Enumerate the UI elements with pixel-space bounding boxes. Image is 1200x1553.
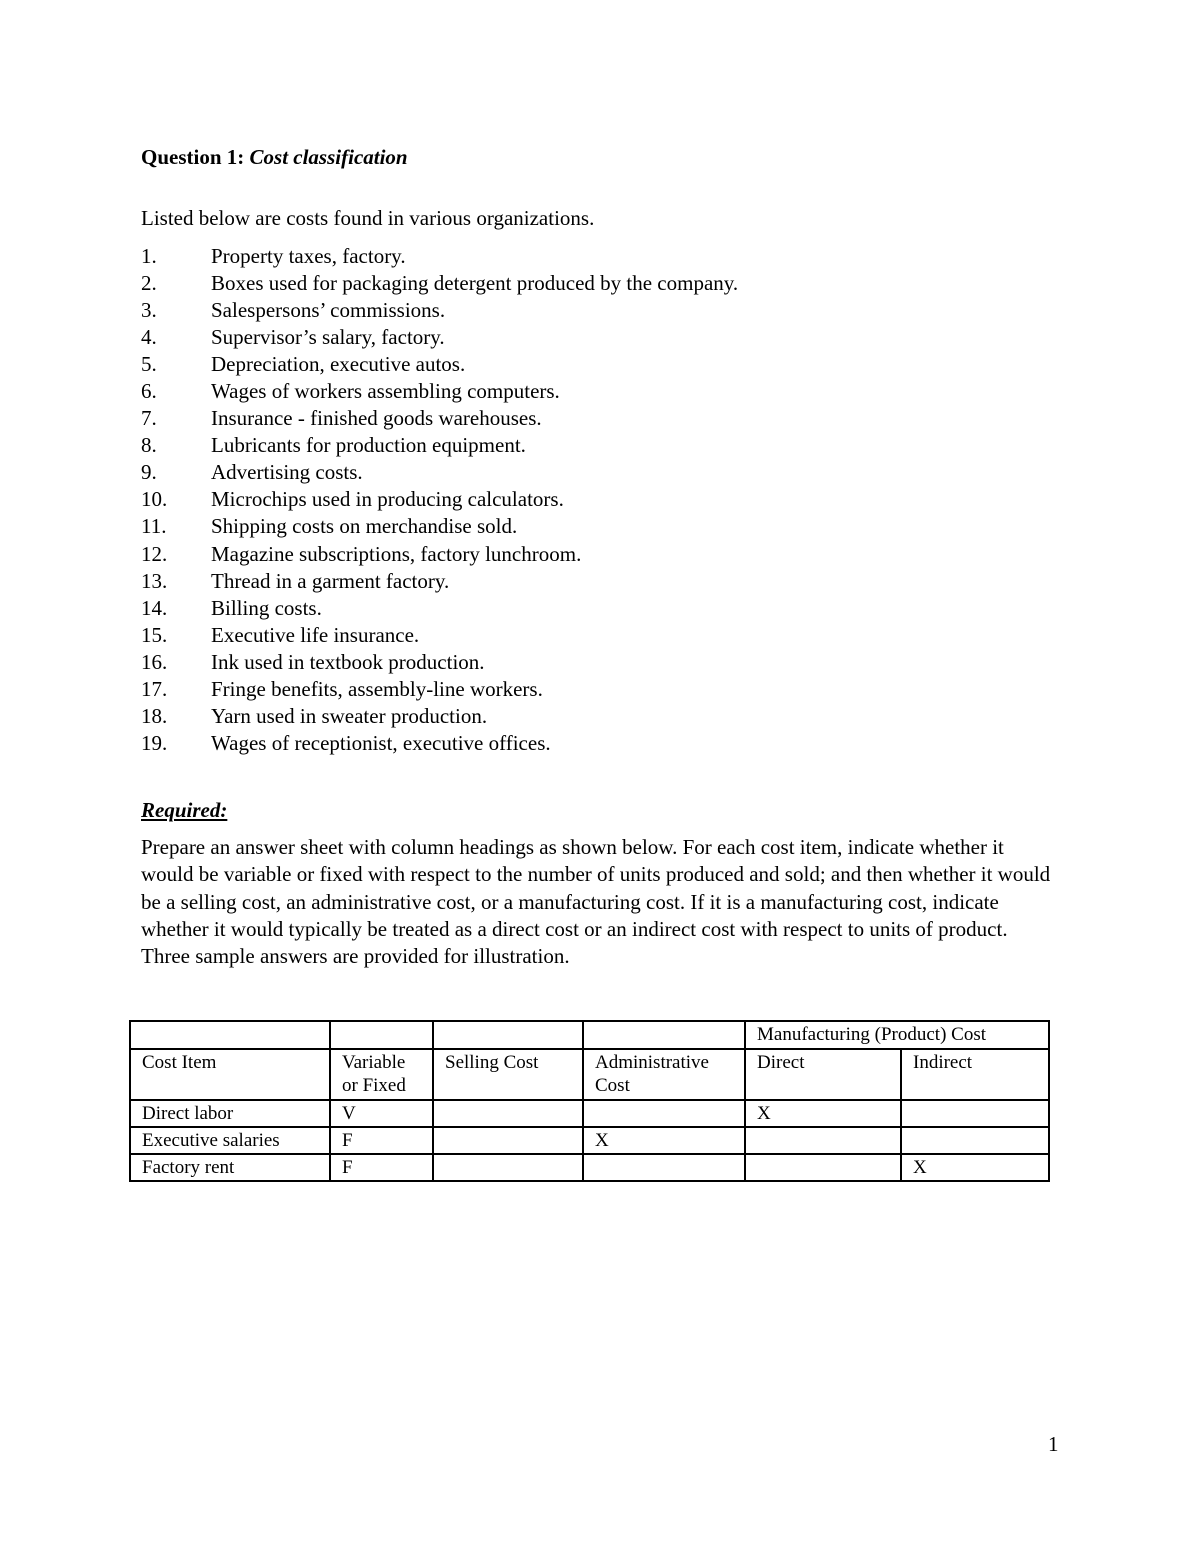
table-header-row [130,1049,1049,1100]
cell-direct: X [745,1100,901,1127]
cell-indirect [901,1100,1049,1127]
list-item-text: Salespersons’ commissions. [211,298,446,323]
header-cost-item: Cost Item [130,1049,330,1100]
list-item-number: 10. [141,487,168,512]
cell-indirect: X [901,1154,1049,1181]
list-item-number: 5. [141,352,157,377]
list-item-number: 8. [141,433,157,458]
cell-variable-fixed: V [330,1100,433,1127]
header-indirect: Indirect [901,1049,1049,1100]
table-row [130,1154,1049,1181]
list-item-number: 11. [141,514,167,539]
list-item-text: Fringe benefits, assembly-line workers. [211,676,543,701]
cell-selling [433,1100,583,1127]
list-item-number: 2. [141,271,157,296]
list-item-text: Wages of receptionist, executive offices. [211,730,551,755]
list-item-text: Ink used in textbook production. [211,649,485,674]
cell-variable-fixed: F [330,1154,433,1181]
manufacturing-group-header: Manufacturing (Product) Cost [745,1021,1049,1049]
cell-direct [745,1127,901,1154]
answer-sheet-table [129,1020,1050,1182]
list-item-number: 1. [141,244,157,268]
cell-selling [433,1127,583,1154]
question-topic: Cost classification [249,145,408,169]
cell-direct [745,1154,901,1181]
list-item-number: 9. [141,460,157,485]
cell-selling [433,1154,583,1181]
list-item-text: Property taxes, factory. [211,244,406,268]
list-item-number: 3. [141,298,157,323]
table-cell [130,1021,330,1049]
header-direct: Direct [745,1049,901,1100]
required-instructions: Prepare an answer sheet with column headings as shown below. For each cost item, indicate whether it would be variable or fixed with respect to the number of units produced and sold; and then whether it would be a selling cost, an administrative cost, or a manufacturing cost. If it is a manufacturing cost, indicate whether it would typically be treated as a direct cost or an indirect cost with respect to units of product. Three sample answers are provided for illustration. [141,835,1051,969]
list-item-text: Insurance - finished goods warehouses. [211,406,542,431]
table-cell [583,1021,745,1049]
list-item-number: 7. [141,406,157,431]
cell-administrative: X [583,1127,745,1154]
list-item-number: 15. [141,622,168,647]
cell-administrative [583,1154,745,1181]
cell-administrative [583,1100,745,1127]
cell-cost-item: Direct labor [130,1100,330,1127]
list-item-text: Thread in a garment factory. [211,568,450,593]
list-item-number: 16. [141,649,168,674]
list-item-number: 17. [141,676,168,701]
cell-cost-item: Executive salaries [130,1127,330,1154]
list-item-text: Yarn used in sweater production. [211,703,488,728]
intro-text: Listed below are costs found in various organizations. [141,206,595,230]
list-item-number: 6. [141,379,157,404]
question-label: Question 1: [141,145,245,169]
cell-variable-fixed: F [330,1127,433,1154]
header-selling-cost: Selling Cost [433,1049,583,1100]
list-item-text: Advertising costs. [211,460,363,485]
cell-indirect [901,1127,1049,1154]
header-variable-fixed: Variable or Fixed [330,1049,433,1100]
list-item-number: 4. [141,325,157,350]
list-item-text: Depreciation, executive autos. [211,352,466,377]
list-item-text: Shipping costs on merchandise sold. [211,514,518,539]
list-item-text: Microchips used in producing calculators. [211,487,564,512]
list-item-text: Billing costs. [211,595,322,620]
question-title [141,143,408,171]
required-heading: Required: [141,798,228,822]
list-item-text: Supervisor’s salary, factory. [211,325,445,350]
list-item-text: Lubricants for production equipment. [211,433,526,458]
list-item-text: Wages of workers assembling computers. [211,379,560,404]
list-item-text: Boxes used for packaging detergent produced by the company. [211,271,739,296]
table-group-header-row [130,1021,1049,1049]
list-item-text: Executive life insurance. [211,622,420,647]
list-item-number: 12. [141,541,168,566]
table-cell [433,1021,583,1049]
cell-cost-item: Factory rent [130,1154,330,1181]
list-item-number: 18. [141,703,168,728]
table-cell [330,1021,433,1049]
table-row [130,1127,1049,1154]
table-row [130,1100,1049,1127]
list-item-number: 13. [141,568,168,593]
list-item-number: 19. [141,730,168,755]
list-item-text: Magazine subscriptions, factory lunchroom. [211,541,582,566]
page-number: 1 [1048,1432,1059,1456]
list-item-number: 14. [141,595,168,620]
header-administrative-cost: Administrative Cost [583,1049,745,1100]
